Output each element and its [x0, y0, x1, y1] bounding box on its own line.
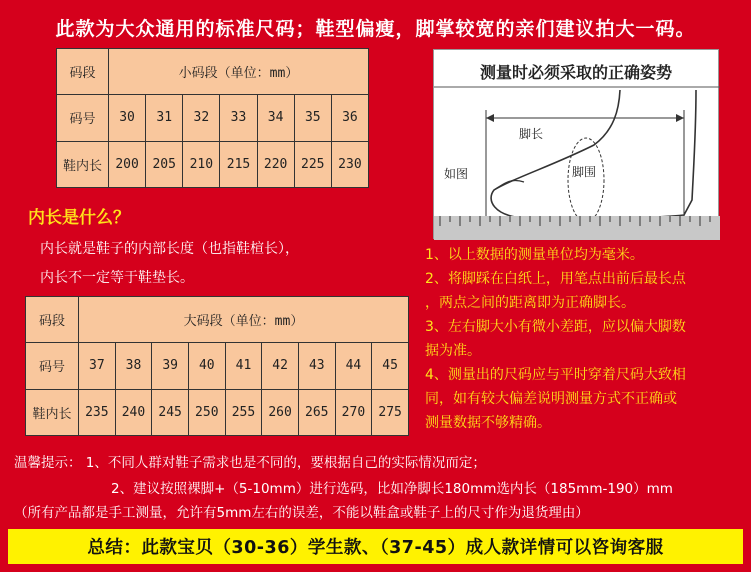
length-cell: 235	[79, 389, 116, 435]
size-cell: 39	[152, 343, 189, 389]
length-cell: 230	[331, 141, 368, 187]
large-size-table	[25, 296, 409, 436]
table-row	[57, 95, 369, 141]
tip-line: （所有产品都是手工测量，允许有5mm左右的误差，不能以鞋盒或鞋子上的尺寸作为退货理由）	[14, 505, 589, 521]
length-cell: 220	[257, 141, 294, 187]
length-cell: 255	[225, 389, 262, 435]
length-cell: 260	[262, 389, 299, 435]
note-line: 4、测量出的尺码应与平时穿着尺码大致相	[425, 367, 686, 383]
length-cell: 265	[298, 389, 335, 435]
note-line: 3、左右脚大小有微小差距，应以偏大脚数	[425, 319, 686, 335]
length-cell: 275	[372, 389, 409, 435]
small-size-table	[56, 48, 369, 188]
table-row	[26, 297, 409, 343]
summary-bar: 总结：此款宝贝（30-36）学生款、（37-45）成人款详情可以咨询客服	[8, 529, 743, 564]
table-row	[26, 389, 409, 435]
size-cell: 34	[257, 95, 294, 141]
table-row	[57, 49, 369, 95]
size-cell: 33	[220, 95, 257, 141]
row-label: 码段	[57, 49, 109, 95]
length-cell: 225	[294, 141, 331, 187]
row-label: 鞋内长	[57, 141, 109, 187]
length-cell: 240	[115, 389, 152, 435]
size-cell: 31	[146, 95, 183, 141]
size-cell: 30	[109, 95, 146, 141]
foot-length-label: 脚长	[519, 127, 544, 141]
size-cell: 36	[331, 95, 368, 141]
row-label: 码段	[26, 297, 79, 343]
length-cell: 205	[146, 141, 183, 187]
table-row	[57, 141, 369, 187]
table-row	[26, 343, 409, 389]
size-cell: 43	[298, 343, 335, 389]
row-label: 鞋内长	[26, 389, 79, 435]
headline: 此款为大众通用的标准尺码；鞋型偏瘦，脚掌较宽的亲们建议拍大一码。	[55, 18, 696, 40]
size-cell: 40	[188, 343, 225, 389]
row-label: 码号	[57, 95, 109, 141]
tip-line: 温馨提示： 1、不同人群对鞋子需求也是不同的，要根据自己的实际情况而定；	[14, 455, 486, 471]
note-line: 据为准。	[425, 343, 481, 359]
note-line: 同，如有较大偏差说明测量方式不正确或	[425, 391, 677, 407]
note-line: 2、将脚踩在白纸上，用笔点出前后最长点	[425, 271, 686, 287]
size-cell: 38	[115, 343, 152, 389]
length-cell: 210	[183, 141, 220, 187]
foot-measure-panel	[433, 49, 719, 239]
length-cell: 250	[188, 389, 225, 435]
measurement-notes	[425, 243, 745, 435]
length-cell: 270	[335, 389, 372, 435]
tip-line: 2、建议按照裸脚+（5-10mm）进行选码，比如净脚长180mm选内长（185mm-190）mm	[111, 481, 673, 497]
length-cell: 200	[109, 141, 146, 187]
note-line: ，两点之间的距离即为正确脚长。	[425, 295, 635, 311]
length-cell: 245	[152, 389, 189, 435]
size-cell: 41	[225, 343, 262, 389]
range-title: 小码段（单位：mm）	[109, 49, 369, 95]
foot-panel-title: 测量时必须采取的正确姿势	[479, 63, 672, 82]
foot-illustration	[434, 50, 720, 240]
size-cell: 45	[372, 343, 409, 389]
size-cell: 37	[79, 343, 116, 389]
figure-label: 如图	[444, 167, 469, 181]
note-line: 测量数据不够精确。	[425, 415, 551, 431]
size-cell: 42	[262, 343, 299, 389]
row-label: 码号	[26, 343, 79, 389]
size-cell: 35	[294, 95, 331, 141]
foot-girth-label: 脚围	[572, 165, 597, 179]
note-line: 1、以上数据的测量单位均为毫米。	[425, 247, 644, 263]
size-cell: 44	[335, 343, 372, 389]
size-cell: 32	[183, 95, 220, 141]
question-line: 内长不一定等于鞋垫长。	[40, 270, 194, 286]
question-title: 内长是什么？	[28, 208, 130, 228]
length-cell: 215	[220, 141, 257, 187]
question-line: 内长就是鞋子的内部长度（也指鞋楦长），	[40, 241, 299, 257]
range-title: 大码段（单位：mm）	[79, 297, 409, 343]
